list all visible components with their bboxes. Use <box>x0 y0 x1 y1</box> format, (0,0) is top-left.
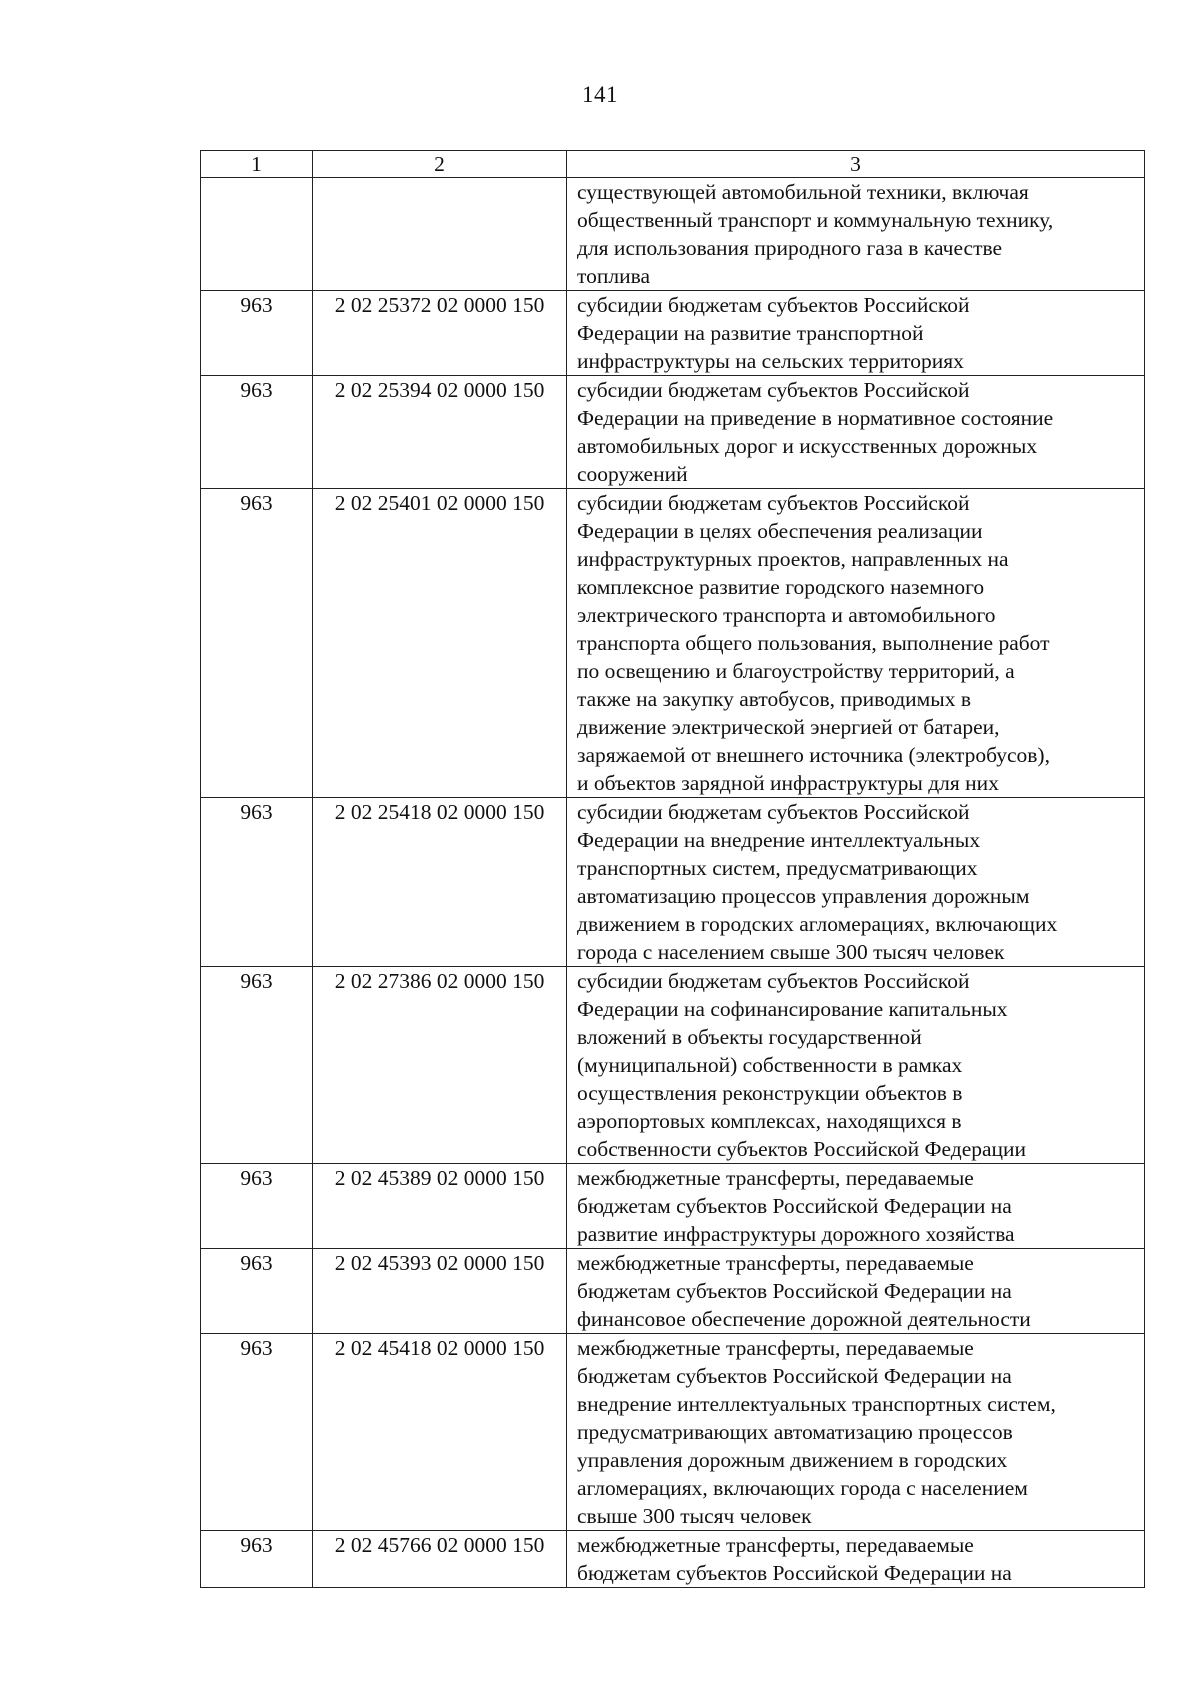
description-line: также на закупку автобусов, приводимых в <box>577 687 972 711</box>
description-line: субсидии бюджетам субъектов Российской <box>577 378 970 402</box>
table-row <box>201 489 1145 798</box>
budget-classification-code-cell: 2 02 45389 02 0000 150 <box>313 1164 567 1249</box>
description-line: управления дорожным движением в городских <box>577 1448 1008 1472</box>
description-line: бюджетам субъектов Российской Федерации на <box>577 1364 1012 1388</box>
description-line: бюджетам субъектов Российской Федерации на <box>577 1561 1012 1585</box>
budget-classification-code-cell: 2 02 27386 02 0000 150 <box>313 967 567 1164</box>
description-line: автомобильных дорог и искусственных дорожных <box>577 434 1038 458</box>
description-line: автоматизацию процессов управления дорожным <box>577 884 1030 908</box>
header-row <box>201 151 1145 178</box>
table-row <box>201 178 1145 291</box>
description-line: Федерации в целях обеспечения реализации <box>577 519 983 543</box>
admin-code-cell: 963 <box>201 376 313 489</box>
description-line: электрического транспорта и автомобильного <box>577 603 996 627</box>
table-row <box>201 967 1145 1164</box>
revenue-description-cell <box>567 1531 1145 1588</box>
description-line: Федерации на софинансирование капитальных <box>577 997 1008 1021</box>
description-line: города с населением свыше 300 тысяч человек <box>577 940 1005 964</box>
description-line: агломерациях, включающих города с населением <box>577 1476 1028 1500</box>
admin-code-cell: 963 <box>201 798 313 967</box>
table-row <box>201 1531 1145 1588</box>
column-header-3: 3 <box>567 151 1145 178</box>
description-line: межбюджетные трансферты, передаваемые <box>577 1166 974 1190</box>
revenue-description-cell <box>567 1249 1145 1334</box>
revenue-description-cell <box>567 489 1145 798</box>
description-line: инфраструктурных проектов, направленных на <box>577 547 1009 571</box>
budget-classification-code-cell: 2 02 25418 02 0000 150 <box>313 798 567 967</box>
description-line: транспорта общего пользования, выполнение работ <box>577 631 1050 655</box>
admin-code-cell: 963 <box>201 1334 313 1531</box>
table-row <box>201 376 1145 489</box>
revenue-description-cell <box>567 376 1145 489</box>
description-line: заряжаемой от внешнего источника (электробусов), <box>577 743 1050 767</box>
table-row <box>201 1249 1145 1334</box>
description-line: субсидии бюджетам субъектов Российской <box>577 293 970 317</box>
revenue-description-cell <box>567 798 1145 967</box>
description-line: Федерации на внедрение интеллектуальных <box>577 828 981 852</box>
budget-classification-code-cell: 2 02 45766 02 0000 150 <box>313 1531 567 1588</box>
description-line: и объектов зарядной инфраструктуры для них <box>577 771 999 795</box>
description-line: субсидии бюджетам субъектов Российской <box>577 491 970 515</box>
revenue-description-cell <box>567 178 1145 291</box>
admin-code-cell <box>201 178 313 291</box>
budget-classification-code-cell <box>313 178 567 291</box>
budget-classification-code-cell: 2 02 45418 02 0000 150 <box>313 1334 567 1531</box>
description-line: развитие инфраструктуры дорожного хозяйства <box>577 1222 1015 1246</box>
budget-classification-code-cell: 2 02 25394 02 0000 150 <box>313 376 567 489</box>
budget-classification-code-cell: 2 02 45393 02 0000 150 <box>313 1249 567 1334</box>
table-row <box>201 1164 1145 1249</box>
table-body <box>201 178 1145 1588</box>
description-line: Федерации на приведение в нормативное состояние <box>577 406 1054 430</box>
admin-code-cell: 963 <box>201 1164 313 1249</box>
budget-classification-code-cell: 2 02 25401 02 0000 150 <box>313 489 567 798</box>
description-line: инфраструктуры на сельских территориях <box>577 349 964 373</box>
admin-code-cell: 963 <box>201 967 313 1164</box>
admin-code-cell: 963 <box>201 1531 313 1588</box>
description-line: осуществления реконструкции объектов в <box>577 1081 963 1105</box>
description-line: субсидии бюджетам субъектов Российской <box>577 969 970 993</box>
admin-code-cell: 963 <box>201 291 313 376</box>
description-line: топлива <box>577 264 651 288</box>
revenue-description-cell <box>567 1334 1145 1531</box>
description-line: вложений в объекты государственной <box>577 1025 922 1049</box>
admin-code-cell: 963 <box>201 1249 313 1334</box>
description-line: сооружений <box>577 462 688 486</box>
description-line: для использования природного газа в качестве <box>577 236 1003 260</box>
description-line: финансовое обеспечение дорожной деятельности <box>577 1307 1031 1331</box>
description-line: аэропортовых комплексах, находящихся в <box>577 1109 962 1133</box>
description-line: межбюджетные трансферты, передаваемые <box>577 1336 974 1360</box>
budget-classification-code-cell: 2 02 25372 02 0000 150 <box>313 291 567 376</box>
description-line: свыше 300 тысяч человек <box>577 1504 812 1528</box>
table-row <box>201 798 1145 967</box>
description-line: собственности субъектов Российской Федерации <box>577 1137 1027 1161</box>
table-row <box>201 1334 1145 1531</box>
admin-code-cell: 963 <box>201 489 313 798</box>
revenue-description-cell <box>567 291 1145 376</box>
revenue-description-cell <box>567 1164 1145 1249</box>
column-header-1: 1 <box>201 151 313 178</box>
description-line: транспортных систем, предусматривающих <box>577 856 978 880</box>
description-line: внедрение интеллектуальных транспортных систем, <box>577 1392 1056 1416</box>
table-row <box>201 291 1145 376</box>
description-line: бюджетам субъектов Российской Федерации на <box>577 1279 1012 1303</box>
description-line: Федерации на развитие транспортной <box>577 321 924 345</box>
description-line: движением в городских агломерациях, включающих <box>577 912 1058 936</box>
description-line: предусматривающих автоматизацию процессов <box>577 1420 1013 1444</box>
description-line: межбюджетные трансферты, передаваемые <box>577 1533 974 1557</box>
description-line: (муниципальной) собственности в рамках <box>577 1053 963 1077</box>
budget-table <box>200 150 1145 1588</box>
description-line: общественный транспорт и коммунальную технику, <box>577 208 1054 232</box>
description-line: по освещению и благоустройству территорий, а <box>577 659 1015 683</box>
page-number: 141 <box>582 82 618 107</box>
description-line: субсидии бюджетам субъектов Российской <box>577 800 970 824</box>
description-line: существующей автомобильной техники, включая <box>577 180 1029 204</box>
column-header-2: 2 <box>313 151 567 178</box>
description-line: комплексное развитие городского наземного <box>577 575 985 599</box>
description-line: межбюджетные трансферты, передаваемые <box>577 1251 974 1275</box>
revenue-description-cell <box>567 967 1145 1164</box>
description-line: бюджетам субъектов Российской Федерации на <box>577 1194 1012 1218</box>
description-line: движение электрической энергией от батареи, <box>577 715 1000 739</box>
